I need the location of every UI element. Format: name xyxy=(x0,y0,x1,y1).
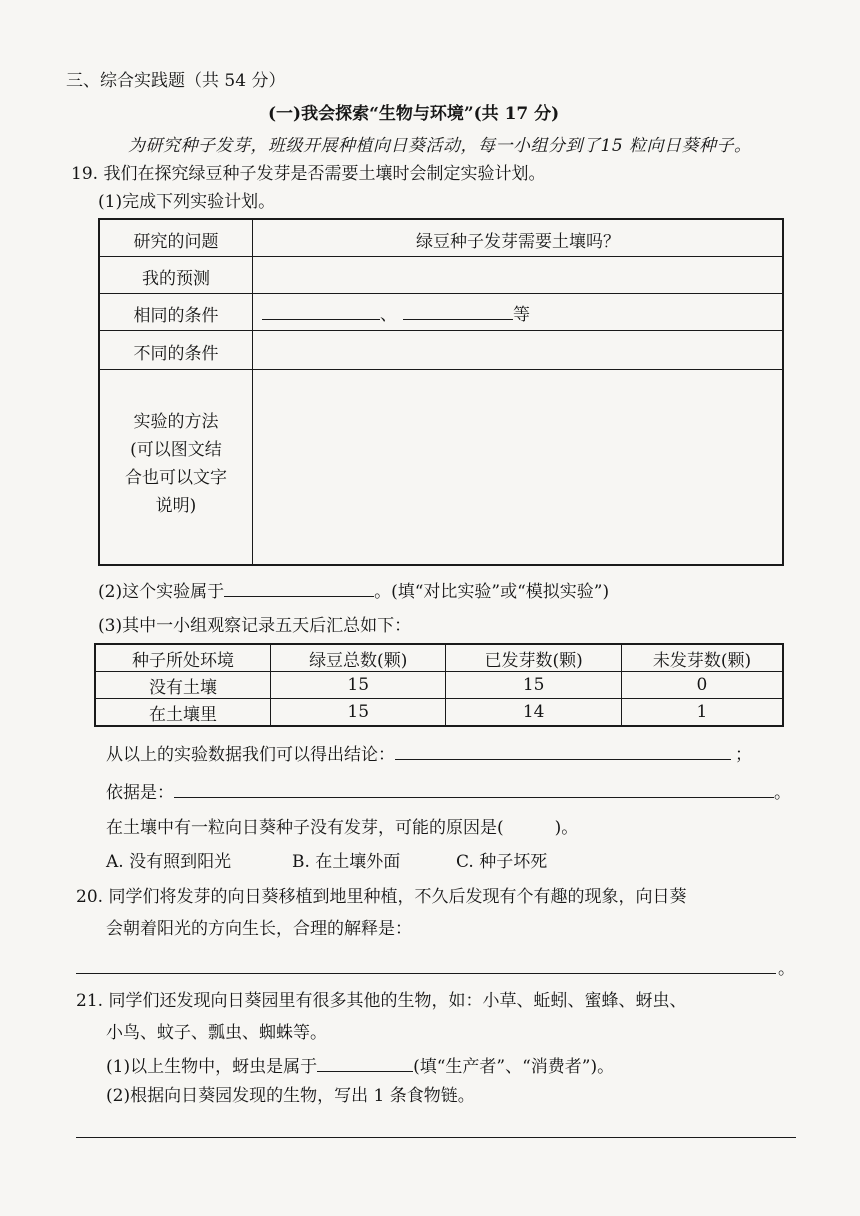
table-cell: 0 xyxy=(621,672,783,699)
table-row xyxy=(100,257,782,294)
part1-prefix: (1)以上生物中，蚜虫是属于 xyxy=(106,1057,318,1077)
row-label: 研究的问题 xyxy=(133,232,219,252)
part2-suffix: 。(填“对比实验”或“模拟实验”) xyxy=(374,582,610,602)
q21-line1: 21. 同学们还发现向日葵园里有很多其他的生物，如：小草、蚯蚓、蜜蜂、蚜虫、 xyxy=(76,991,687,1011)
condition-blank-1[interactable] xyxy=(262,303,380,320)
prediction-answer-cell[interactable] xyxy=(254,257,782,293)
intro-text: 为研究种子发芽，班级开展种植向日葵活动，每一小组分到了15 粒向日葵种子。 xyxy=(128,136,752,156)
conclusion-prefix: 从以上的实验数据我们可以得出结论： xyxy=(106,745,395,765)
mc-question: 在土壤中有一粒向日葵种子没有发芽，可能的原因是( )。 xyxy=(106,818,579,838)
mc-option-b[interactable]: B. 在土壤外面 xyxy=(292,852,401,872)
column-header: 种子所处环境 xyxy=(95,644,270,672)
basis-blank[interactable] xyxy=(174,781,774,798)
method-label xyxy=(100,370,252,520)
q19-part2 xyxy=(98,580,609,603)
q20-answer-line[interactable] xyxy=(76,973,776,974)
row-label: 我的预测 xyxy=(142,269,210,289)
row-label: 相同的条件 xyxy=(133,306,219,326)
method-label-line: 实验的方法 xyxy=(133,412,219,432)
part1-suffix: (填“生产者”、“消费者”)。 xyxy=(413,1057,615,1077)
observation-record-table xyxy=(94,643,784,727)
table-cell: 14 xyxy=(446,699,621,727)
same-conditions-cell xyxy=(262,300,782,325)
q21-line2: 小鸟、蚊子、瓢虫、蜘蛛等。 xyxy=(106,1023,327,1043)
column-header: 绿豆总数(颗) xyxy=(270,644,445,672)
column-header: 未发芽数(颗) xyxy=(621,644,783,672)
q20-line1: 20. 同学们将发芽的向日葵移植到地里种植，不久后发现有个有趣的现象，向日葵 xyxy=(76,887,687,907)
table-cell: 没有土壤 xyxy=(95,672,270,699)
table-cell: 在土壤里 xyxy=(95,699,270,727)
method-label-line: 说明) xyxy=(155,496,197,516)
method-label-line: (可以图文结 xyxy=(130,440,222,460)
table-cell: 15 xyxy=(270,699,445,727)
basis-end: 。 xyxy=(774,783,791,803)
table-row xyxy=(100,294,782,331)
q21-part1 xyxy=(106,1055,614,1078)
table-cell: 15 xyxy=(270,672,445,699)
basis-line xyxy=(106,781,791,804)
mc-option-a[interactable]: A. 没有照到阳光 xyxy=(106,852,232,872)
experiment-type-blank[interactable] xyxy=(224,580,374,597)
condition-blank-2[interactable] xyxy=(403,303,513,320)
aphid-role-blank[interactable] xyxy=(317,1055,413,1072)
q20-end: 。 xyxy=(778,959,795,979)
part2-prefix: (2)这个实验属于 xyxy=(98,582,225,602)
mc-option-c[interactable]: C. 种子坏死 xyxy=(456,852,548,872)
column-header: 已发芽数(颗) xyxy=(446,644,621,672)
table-cell: 15 xyxy=(446,672,621,699)
basis-prefix: 依据是： xyxy=(106,783,174,803)
suffix: 等 xyxy=(513,305,530,325)
method-label-line: 合也可以文字 xyxy=(125,468,227,488)
table-row xyxy=(95,672,783,699)
q19-part3: (3)其中一小组观察记录五天后汇总如下： xyxy=(98,616,412,636)
table-header-row xyxy=(95,644,783,672)
section-title: 三、综合实践题（共 54 分） xyxy=(66,71,286,91)
food-chain-answer-line[interactable] xyxy=(76,1137,796,1138)
conclusion-line xyxy=(106,743,752,766)
row-label: 不同的条件 xyxy=(133,344,219,364)
subsection-title: (一)我会探索“生物与环境”(共 17 分) xyxy=(268,104,560,124)
q19-part1: (1)完成下列实验计划。 xyxy=(98,192,276,212)
q19-stem: 19. 我们在探究绿豆种子发芽是否需要土壤时会制定实验计划。 xyxy=(71,164,546,184)
method-answer-cell[interactable] xyxy=(254,370,782,564)
row-value: 绿豆种子发芽需要土壤吗？ xyxy=(416,232,620,252)
table-row xyxy=(100,220,782,257)
q21-part2: (2)根据向日葵园发现的生物，写出 1 条食物链。 xyxy=(106,1086,475,1106)
table-row xyxy=(95,699,783,727)
conclusion-end: ； xyxy=(735,745,752,765)
separator: 、 xyxy=(380,305,397,325)
table-row xyxy=(100,331,782,370)
experiment-plan-table xyxy=(98,218,784,566)
table-cell: 1 xyxy=(621,699,783,727)
conclusion-blank[interactable] xyxy=(395,743,731,760)
q20-line2: 会朝着阳光的方向生长，合理的解释是： xyxy=(106,919,412,939)
different-condition-answer-cell[interactable] xyxy=(254,331,782,369)
